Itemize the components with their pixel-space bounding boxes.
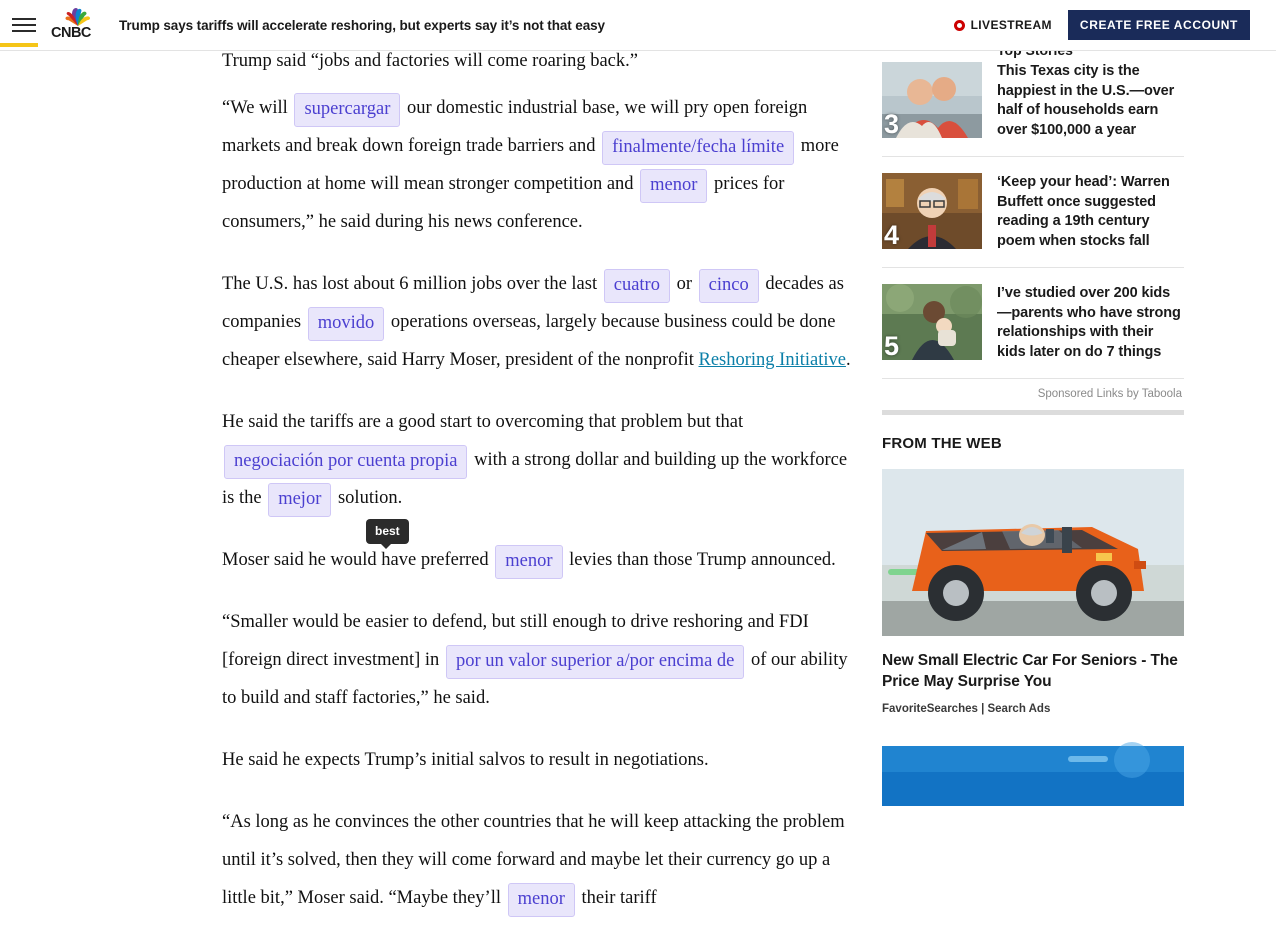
from-the-web-heading: FROM THE WEB (882, 435, 1002, 452)
story-rank-number: 5 (884, 331, 900, 361)
reading-progress-bar (0, 43, 38, 47)
article-paragraph: The U.S. has lost about 6 million jobs over the last cuatro or cinco decades as companies movido operations overseas, largely because business could be done cheaper elsewhere, said Harry Moser, president of the nonprofit Reshoring Initiative. (222, 265, 862, 379)
livestream-label: LIVESTREAM (970, 18, 1052, 32)
ad-headline[interactable]: New Small Electric Car For Seniors - The Price May Surprise You (882, 652, 1178, 690)
top-stories-list (882, 51, 1184, 379)
translated-term-highlight[interactable]: cuatro (604, 269, 670, 303)
photo-parent-and-baby (882, 284, 982, 360)
hamburger-line (12, 30, 36, 32)
article-paragraph: Moser said he would have preferred menor levies than those Trump announced. (222, 541, 862, 579)
top-story-title[interactable]: ‘Keep your head’: Warren Buffett once suggested reading a 19th century poem when stocks fall (997, 174, 1170, 249)
blue-banner-illustration (882, 746, 1184, 806)
inline-article-link[interactable]: Reshoring Initiative (698, 350, 846, 370)
cnbc-logo[interactable] (51, 8, 103, 42)
top-story-item[interactable] (882, 268, 1184, 379)
sponsored-ad-banner[interactable] (882, 746, 1184, 806)
sponsored-by-taboola[interactable]: by Taboola (1126, 388, 1182, 400)
translated-term-highlight[interactable]: negociación por cuenta propia (224, 445, 467, 479)
sidebar (882, 51, 1184, 806)
article-paragraph: “We will supercargar our domestic industrial base, we will pry open foreign markets and break down foreign trade barriers and finalmente/fecha límite more production at home will mean stronger competition and menor prices for consumers,” he said during his news conference. (222, 89, 862, 241)
translated-term-highlight[interactable]: menor (508, 883, 575, 917)
top-story-item[interactable] (882, 51, 1184, 157)
create-free-account-button[interactable]: CREATE FREE ACCOUNT (1068, 10, 1250, 40)
sponsored-ad-card[interactable] (882, 469, 1184, 715)
article-paragraph: He said the tariffs are a good start to overcoming that problem but that negociación por cuenta propia with a strong dollar and building up the workforce is the mejor solution. (222, 403, 862, 517)
microcar-illustration (882, 469, 1184, 636)
electric-microcar-photo (882, 469, 1184, 636)
translated-term-highlight[interactable]: menor (640, 169, 707, 203)
story-rank-number: 4 (884, 220, 900, 250)
photo-warren-buffett (882, 173, 982, 249)
article-paragraph: Trump said “jobs and factories will come roaring back.” (222, 51, 638, 71)
top-stories-section (882, 51, 1184, 379)
story-rank-number: 3 (884, 109, 900, 139)
hamburger-line (12, 24, 36, 26)
article-paragraph: “Smaller would be easier to defend, but still enough to drive reshoring and FDI [foreign direct investment] in por un valor superior a/por encima de of our ability to build and staff factories,” he said. (222, 612, 848, 708)
sponsored-links-label (882, 379, 1184, 400)
translated-term-highlight[interactable]: finalmente/fecha límite (602, 131, 794, 165)
photo-couple-hugging (882, 62, 982, 138)
translation-tooltip: best (366, 519, 409, 544)
livestream-button[interactable] (954, 18, 1052, 32)
article-paragraph: He said he expects Trump’s initial salvos to result in negotiations. (222, 750, 709, 770)
page-content (0, 51, 1276, 909)
cnbc-wordmark: CNBC (51, 25, 91, 41)
hamburger-menu-icon[interactable] (9, 18, 49, 32)
header-article-headline: Trump says tariffs will accelerate reshoring, but experts say it’s not that easy (119, 17, 605, 33)
article-paragraph: “As long as he convinces the other countries that he will keep attacking the problem until it’s solved, then they will come forward and maybe let their currency go up a little bit,” Moser said. “Maybe they’ll menor their tariff (222, 803, 862, 917)
site-header (0, 0, 1276, 51)
translated-term-highlight[interactable]: supercargar (294, 93, 400, 127)
translated-term-highlight[interactable]: por un valor superior a/por encima de (446, 645, 744, 679)
translated-term-highlight[interactable]: movido (308, 307, 385, 341)
top-story-title[interactable]: This Texas city is the happiest in the U.S.—over half of households earn over $100,000 a year (997, 63, 1175, 138)
live-dot-icon (954, 20, 965, 31)
ad-source: FavoriteSearches | Search Ads (882, 703, 1051, 715)
nbc-peacock-icon (63, 8, 93, 26)
translated-term-highlight[interactable]: mejor (268, 483, 331, 517)
top-story-item[interactable] (882, 157, 1184, 268)
article-body (222, 51, 862, 941)
translated-term-highlight[interactable]: menor (495, 545, 562, 579)
divider-thick (882, 410, 1184, 415)
top-story-title[interactable]: I’ve studied over 200 kids—parents who have strong relationships with their kids later on do 7 things (997, 285, 1181, 360)
header-actions (954, 10, 1276, 40)
sponsored-links-text: Sponsored Links (1037, 388, 1124, 400)
hamburger-line (12, 18, 36, 20)
translated-term-highlight[interactable]: cinco (699, 269, 759, 303)
